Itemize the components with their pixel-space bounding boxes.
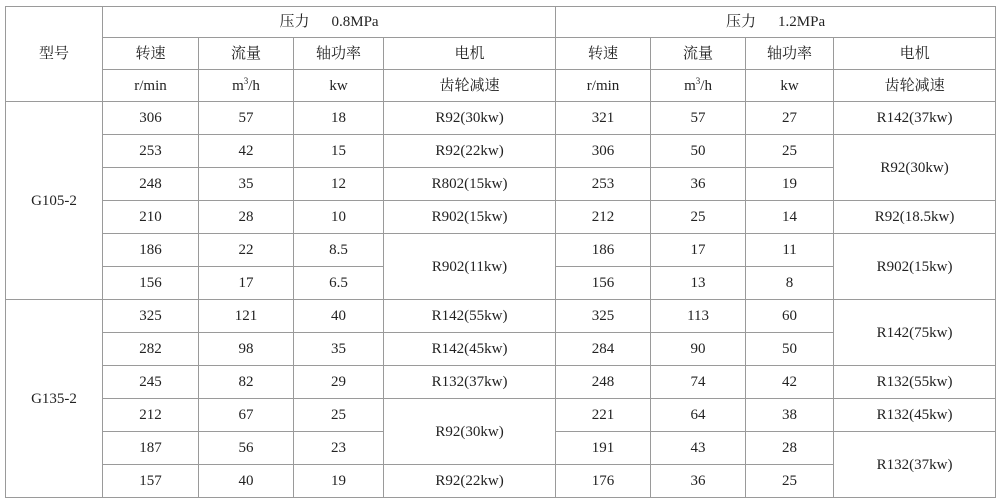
speed-cell: 212 bbox=[556, 201, 651, 234]
power-cell: 19 bbox=[294, 465, 384, 498]
speed-cell: 221 bbox=[556, 399, 651, 432]
flow-cell: 98 bbox=[199, 333, 294, 366]
pressure-group-header-2: 压力 1.2MPa bbox=[556, 7, 996, 38]
table-row bbox=[6, 135, 996, 168]
motor-cell: R92(22kw) bbox=[384, 135, 556, 168]
speed-cell: 176 bbox=[556, 465, 651, 498]
speed-cell: 282 bbox=[103, 333, 199, 366]
power-cell: 8 bbox=[746, 267, 834, 300]
power-cell: 35 bbox=[294, 333, 384, 366]
flow-cell: 90 bbox=[651, 333, 746, 366]
motor-cell: R902(11kw) bbox=[384, 234, 556, 300]
speed-cell: 156 bbox=[103, 267, 199, 300]
flow-cell: 13 bbox=[651, 267, 746, 300]
flow-cell: 42 bbox=[199, 135, 294, 168]
table-row bbox=[6, 366, 996, 399]
header-row-labels bbox=[6, 38, 996, 70]
model-header: 型号 bbox=[6, 7, 103, 102]
flow-cell: 64 bbox=[651, 399, 746, 432]
flow-cell: 43 bbox=[651, 432, 746, 465]
motor-cell: R92(30kw) bbox=[834, 135, 996, 201]
motor-cell: R142(37kw) bbox=[834, 102, 996, 135]
power-cell: 11 bbox=[746, 234, 834, 267]
power-cell: 23 bbox=[294, 432, 384, 465]
power-cell: 28 bbox=[746, 432, 834, 465]
speed-cell: 306 bbox=[556, 135, 651, 168]
model-cell: G135-2 bbox=[6, 300, 103, 498]
speed-cell: 325 bbox=[556, 300, 651, 333]
power-cell: 50 bbox=[746, 333, 834, 366]
pump-spec-table bbox=[5, 6, 996, 498]
speed-cell: 186 bbox=[103, 234, 199, 267]
speed-header: 转速 bbox=[556, 38, 651, 70]
flow-cell: 67 bbox=[199, 399, 294, 432]
speed-cell: 248 bbox=[103, 168, 199, 201]
power-cell: 14 bbox=[746, 201, 834, 234]
speed-cell: 212 bbox=[103, 399, 199, 432]
flow-cell: 17 bbox=[651, 234, 746, 267]
power-cell: 8.5 bbox=[294, 234, 384, 267]
power-cell: 60 bbox=[746, 300, 834, 333]
motor-cell: R902(15kw) bbox=[834, 234, 996, 300]
speed-unit: r/min bbox=[103, 70, 199, 102]
motor-cell: R132(45kw) bbox=[834, 399, 996, 432]
table-row bbox=[6, 102, 996, 135]
flow-cell: 57 bbox=[199, 102, 294, 135]
flow-cell: 56 bbox=[199, 432, 294, 465]
speed-cell: 248 bbox=[556, 366, 651, 399]
speed-cell: 187 bbox=[103, 432, 199, 465]
flow-unit: $m^3/h$ bbox=[651, 70, 746, 102]
motor-cell: R142(45kw) bbox=[384, 333, 556, 366]
flow-cell: 50 bbox=[651, 135, 746, 168]
speed-cell: 245 bbox=[103, 366, 199, 399]
flow-cell: 25 bbox=[651, 201, 746, 234]
flow-header: 流量 bbox=[199, 38, 294, 70]
table-row bbox=[6, 201, 996, 234]
power-cell: 18 bbox=[294, 102, 384, 135]
table-row bbox=[6, 234, 996, 267]
speed-cell: 325 bbox=[103, 300, 199, 333]
flow-unit: $m^3/h$ bbox=[199, 70, 294, 102]
flow-cell: 35 bbox=[199, 168, 294, 201]
motor-cell: R132(55kw) bbox=[834, 366, 996, 399]
power-cell: 27 bbox=[746, 102, 834, 135]
motor-cell: R142(75kw) bbox=[834, 300, 996, 366]
speed-cell: 191 bbox=[556, 432, 651, 465]
flow-cell: 74 bbox=[651, 366, 746, 399]
motor-cell: R92(30kw) bbox=[384, 102, 556, 135]
speed-cell: 321 bbox=[556, 102, 651, 135]
motor-header: 电机 bbox=[834, 38, 996, 70]
flow-cell: 17 bbox=[199, 267, 294, 300]
speed-cell: 156 bbox=[556, 267, 651, 300]
motor-cell: R92(30kw) bbox=[384, 399, 556, 465]
motor-cell: R132(37kw) bbox=[384, 366, 556, 399]
power-cell: 42 bbox=[746, 366, 834, 399]
flow-cell: 57 bbox=[651, 102, 746, 135]
pressure-group-header-1: 压力 0.8MPa bbox=[103, 7, 556, 38]
flow-cell: 113 bbox=[651, 300, 746, 333]
speed-cell: 186 bbox=[556, 234, 651, 267]
power-cell: 12 bbox=[294, 168, 384, 201]
speed-cell: 253 bbox=[103, 135, 199, 168]
speed-unit: r/min bbox=[556, 70, 651, 102]
flow-cell: 28 bbox=[199, 201, 294, 234]
speed-cell: 210 bbox=[103, 201, 199, 234]
speed-cell: 157 bbox=[103, 465, 199, 498]
flow-cell: 82 bbox=[199, 366, 294, 399]
motor-cell: R132(37kw) bbox=[834, 432, 996, 498]
table-row bbox=[6, 300, 996, 333]
speed-cell: 253 bbox=[556, 168, 651, 201]
motor-subheader: 齿轮减速 bbox=[834, 70, 996, 102]
motor-cell: R142(55kw) bbox=[384, 300, 556, 333]
flow-cell: 121 bbox=[199, 300, 294, 333]
table-row bbox=[6, 399, 996, 432]
flow-cell: 36 bbox=[651, 465, 746, 498]
flow-cell: 22 bbox=[199, 234, 294, 267]
motor-cell: R92(22kw) bbox=[384, 465, 556, 498]
power-cell: 6.5 bbox=[294, 267, 384, 300]
header-row-pressure bbox=[6, 7, 996, 38]
header-row-units bbox=[6, 70, 996, 102]
motor-cell: R902(15kw) bbox=[384, 201, 556, 234]
motor-cell: R802(15kw) bbox=[384, 168, 556, 201]
power-cell: 29 bbox=[294, 366, 384, 399]
power-header: 轴功率 bbox=[746, 38, 834, 70]
power-cell: 25 bbox=[294, 399, 384, 432]
power-cell: 25 bbox=[746, 135, 834, 168]
power-header: 轴功率 bbox=[294, 38, 384, 70]
flow-cell: 36 bbox=[651, 168, 746, 201]
model-cell: G105-2 bbox=[6, 102, 103, 300]
flow-cell: 40 bbox=[199, 465, 294, 498]
speed-cell: 306 bbox=[103, 102, 199, 135]
power-cell: 40 bbox=[294, 300, 384, 333]
motor-header: 电机 bbox=[384, 38, 556, 70]
speed-cell: 284 bbox=[556, 333, 651, 366]
flow-header: 流量 bbox=[651, 38, 746, 70]
power-unit: kw bbox=[746, 70, 834, 102]
power-cell: 19 bbox=[746, 168, 834, 201]
power-cell: 15 bbox=[294, 135, 384, 168]
power-cell: 10 bbox=[294, 201, 384, 234]
power-cell: 38 bbox=[746, 399, 834, 432]
power-unit: kw bbox=[294, 70, 384, 102]
power-cell: 25 bbox=[746, 465, 834, 498]
motor-cell: R92(18.5kw) bbox=[834, 201, 996, 234]
speed-header: 转速 bbox=[103, 38, 199, 70]
motor-subheader: 齿轮减速 bbox=[384, 70, 556, 102]
